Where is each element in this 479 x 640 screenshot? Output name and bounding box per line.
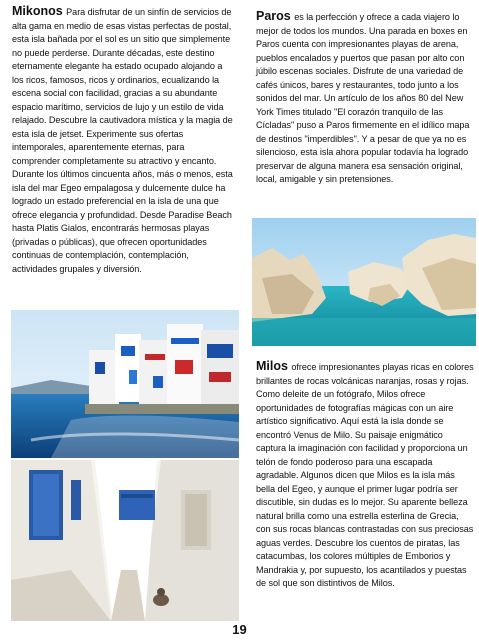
- paros-cove-illustration: [252, 218, 476, 346]
- milos-section: [256, 360, 474, 591]
- milos-heading: Milos: [256, 359, 292, 373]
- mykonos-alley-photo: [11, 460, 239, 621]
- mykonos-alley-illustration: [11, 460, 239, 621]
- paros-heading: Paros: [256, 9, 295, 23]
- milos-body: ofrece impresionantes playas ricas en colores brillantes de rocas volcánicas naranjas, rosas y rojas. Como deleite de un fotógrafo, Milos ofrece oportunidades de fotografías mágicas con un aire artístico significativo. Aquí está la isla donde se encontró Venus de Milo. Su paisaje enigmático captura la imaginación con facilidad y proporciona un telón de fondo poderoso para una escapada agradable. Algunos dicen que Milos es la isla más bella del Egeo, y aunque el primer lugar podría ser discutible, sin dudas es lo mejor. Su aparente belleza natural brilla como una estrella esterlina de Grecia, con sus rocas blancas contrastadas con sus preciosas aguas verdes. Descubre los cuentos de piratas, las catacumbas, los colores múltiples de Emborios y Mandrakia y, por supuesto, los acantilados y puestas de sol que son distintivos de Milos.: [256, 362, 474, 588]
- paros-cove-photo: [252, 218, 476, 346]
- paros-body: es la perfección y ofrece a cada viajero lo mejor de todos los mundos. Una parada en boxes en Paros cuenta con impresionantes playas de arena, pueblos encalados y puertos que pasan por alto con júbilo escenas sociales. Disfrute de una variedad de cafés únicos, bares y restaurantes, todo junto a los sonidos del mar. Un artículo de los años 80 del New York Times titulado "El corazón tranquilo de las Cícladas" puso a Paros firmemente en el idílico mapa de destinos "imperdibles". Y a pesar de que ya no es silencioso, esta isla ahora popular todavía ha logrado preservar de alguna manera esa sensación original, local, amigable y sin pretensiones.: [256, 12, 470, 184]
- mikonos-body: Para disfrutar de un sinfín de servicios de alta gama en medio de esas vistas perfectas de postal, esta isla bañada por el sol es un sitio que simplemente no puede perderse. Durante décadas, este destino eternamente elegante ha estado ocupado alojando a los ricos, famosos, ricos y ordinarios, ecualizando la escena social con facilidad, gracias a su abundante espacio marítimo, servicios de lujo y un estilo de vida relajado. Descubre la cautivadora mística y la magia de esta isla de jetset. Experimente sus ofertas intemporales, aparentemente eternas, para comprender completamente su atractivo y encanto. Durante los últimos cincuenta años, más o menos, esta isla del mar Egeo empalagosa y dulcemente dulce ha logrado un estado preferencial en la isla de una que ofrece elegancia y profundidad. Desde Paradise Beach hasta Platis Gialos, encontrarás hermosas playas (privadas o públicas), que ofrecen oportunidades continuas de contemplación, contemplación, actividades grupales y diversión.: [12, 7, 233, 274]
- mikonos-section: [12, 5, 234, 276]
- paros-section: [256, 10, 474, 187]
- mikonos-heading: Mikonos: [12, 4, 67, 18]
- little-venice-illustration: [11, 310, 239, 458]
- little-venice-photo: [11, 310, 239, 458]
- page-number: 19: [232, 622, 247, 637]
